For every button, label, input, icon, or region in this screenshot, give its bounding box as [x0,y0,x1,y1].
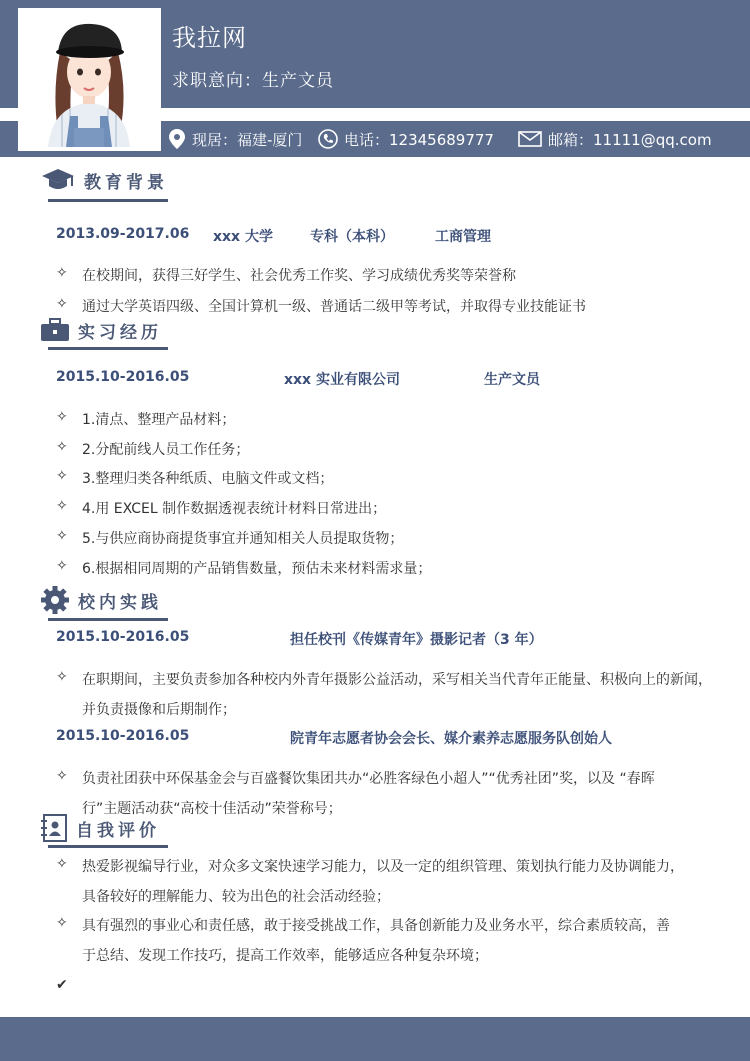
internship-item: 4.用 EXCEL 制作数据透视表统计材料日常进出； [82,501,387,517]
campus-entry-role: 院青年志愿者协会会长、媒介素养志愿服务队创始人 [290,731,612,747]
section-campus-header [40,582,162,618]
internship-date: 2015.10-2016.05 [56,369,190,385]
bullet-icon: ✧ [56,558,68,574]
evaluation-line: 热爱影视编导行业，对众多文案快速学习能力，以及一定的组织管理、策划执行能力及协调能力， [82,859,684,875]
section-evaluation-header [40,810,160,846]
bullet-icon: ✧ [56,265,68,281]
bullet-icon: ✧ [56,768,68,784]
education-degree: 专科（本科） [310,229,394,245]
education-school: xxx 大学 [213,229,273,245]
evaluation-line: 于总结、发现工作技巧，提高工作效率，能够适应各种复杂环境； [82,948,488,964]
briefcase-icon [40,317,70,343]
evaluation-line: 具有强烈的事业心和责任感，敢于接受挑战工作，具备创新能力及业务水平，综合素质较高，善 [82,918,670,934]
bullet-icon: ✧ [56,409,68,425]
campus-entry-line: 行”主题活动获“高校十佳活动”荣誉称号； [82,801,342,817]
campus-entry-date: 2015.10-2016.05 [56,629,190,645]
education-item: 通过大学英语四级、全国计算机一级、普通话二级甲等考试，并取得专业技能证书 [82,299,586,315]
campus-entry-line: 负责社团获中环保基金会与百盛餐饮集团共办“必胜客绿色小超人”“优秀社团”奖，以及 “春晖 [82,771,655,787]
graduation-cap-icon [40,166,76,194]
education-major: 工商管理 [435,229,491,245]
section-evaluation-title: 自我评价 [76,820,160,841]
campus-entry-line: 在职期间，主要负责参加各种校内外青年摄影公益活动，采写相关当代青年正能量、积极向上的新闻， [82,672,712,688]
section-education-title: 教育背景 [84,172,168,193]
section-campus-title: 校内实践 [78,592,162,613]
gear-icon [40,585,70,615]
section-education-header [40,162,168,198]
internship-item: 2.分配前线人员工作任务； [82,442,250,458]
bullet-icon: ✧ [56,915,68,931]
section-internship-underline [48,347,168,350]
footer-band [0,1017,750,1061]
internship-item: 3.整理归类各种纸质、电脑文件或文档； [82,471,334,487]
candidate-name: 我拉网 [172,24,247,52]
location-pin-icon [168,128,186,150]
internship-position: 生产文员 [484,372,540,388]
section-campus-underline [48,618,168,621]
evaluation-line: 具备较好的理解能力、较为出色的社会活动经验； [82,889,390,905]
bullet-icon: ✧ [56,498,68,514]
bullet-icon: ✧ [56,856,68,872]
section-evaluation-underline [48,845,168,848]
phone-text: 电话：12345689777 [344,130,494,149]
profile-book-icon [40,813,68,843]
email-text: 邮箱：11111@qq.com [548,130,712,149]
education-item: 在校期间，获得三好学生、社会优秀工作奖、学习成绩优秀奖等荣誉称 [82,268,516,284]
bullet-icon: ✧ [56,468,68,484]
internship-company: xxx 实业有限公司 [284,372,400,388]
contact-location [168,121,302,157]
bullet-icon: ✧ [56,669,68,685]
location-text: 现居：福建-厦门 [192,130,303,149]
campus-entry-date: 2015.10-2016.05 [56,728,190,744]
bullet-icon: ✧ [56,439,68,455]
envelope-icon [518,131,542,147]
campus-entry-role: 担任校刊《传媒青年》摄影记者（3 年） [290,632,543,648]
avatar [18,8,161,151]
contact-phone [318,121,494,157]
section-internship-title: 实习经历 [78,322,162,343]
internship-item: 1.清点、整理产品材料； [82,412,236,428]
internship-item: 6.根据相同周期的产品销售数量，预估未来材料需求量； [82,561,432,577]
bullet-icon: ✧ [56,296,68,312]
contact-email [518,121,712,157]
education-date: 2013.09-2017.06 [56,226,190,242]
bullet-icon: ✧ [56,528,68,544]
checkmark-icon: ✔ [56,977,68,993]
phone-icon [318,129,338,149]
campus-entry-line: 并负责摄像和后期制作； [82,702,236,718]
internship-item: 5.与供应商协商提货事宜并通知相关人员提取货物； [82,531,404,547]
section-internship-header [40,312,162,348]
job-intention: 求职意向：生产文员 [172,71,334,91]
section-education-underline [48,199,168,202]
